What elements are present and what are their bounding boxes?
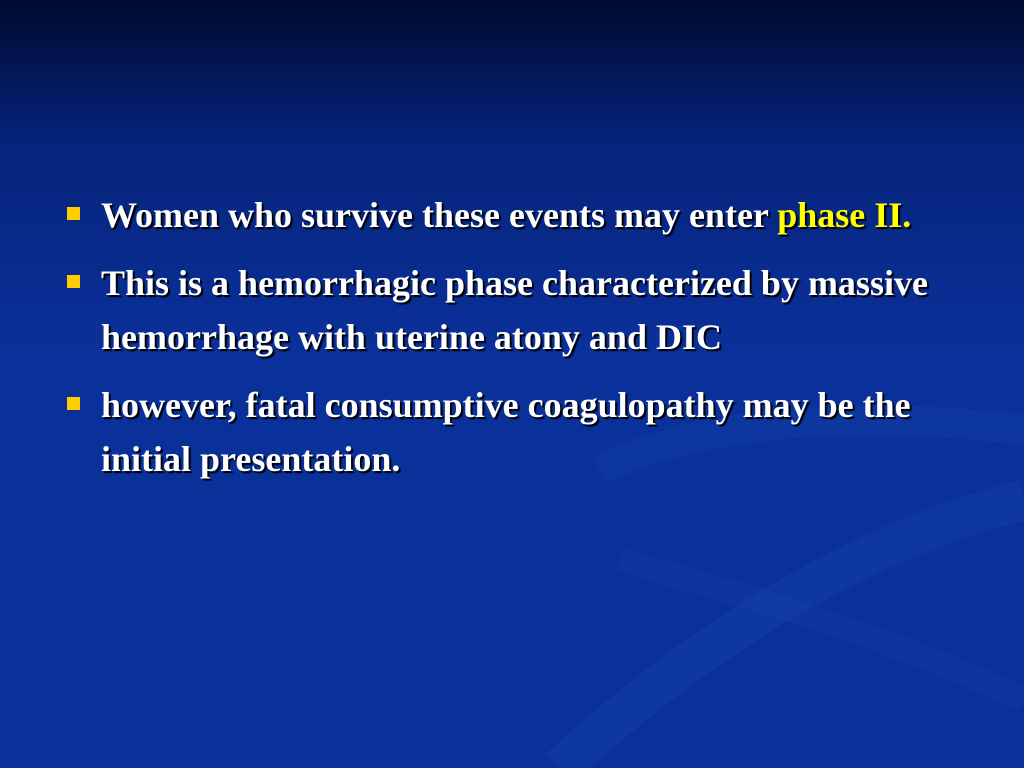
- square-bullet-icon: [67, 207, 80, 220]
- bullet-item: [62, 256, 962, 364]
- bullet-text: [101, 256, 962, 364]
- bullet-text-main: Women who survive these events may enter: [101, 195, 778, 235]
- square-bullet-icon: [67, 275, 80, 288]
- bullet-text: [101, 188, 962, 242]
- bullet-highlight-text: phase II.: [777, 195, 912, 235]
- bullet-text-main: This is a hemorrhagic phase characterized by massive hemorrhage with uterine atony and DIC: [101, 263, 928, 357]
- bullet-text: [101, 378, 962, 486]
- square-bullet-icon: [67, 397, 80, 410]
- slide-content: [62, 188, 962, 500]
- bullet-item: [62, 188, 962, 242]
- bullet-text-main: however, fatal consumptive coagulopathy may be the initial presentation.: [101, 385, 911, 479]
- bullet-item: [62, 378, 962, 486]
